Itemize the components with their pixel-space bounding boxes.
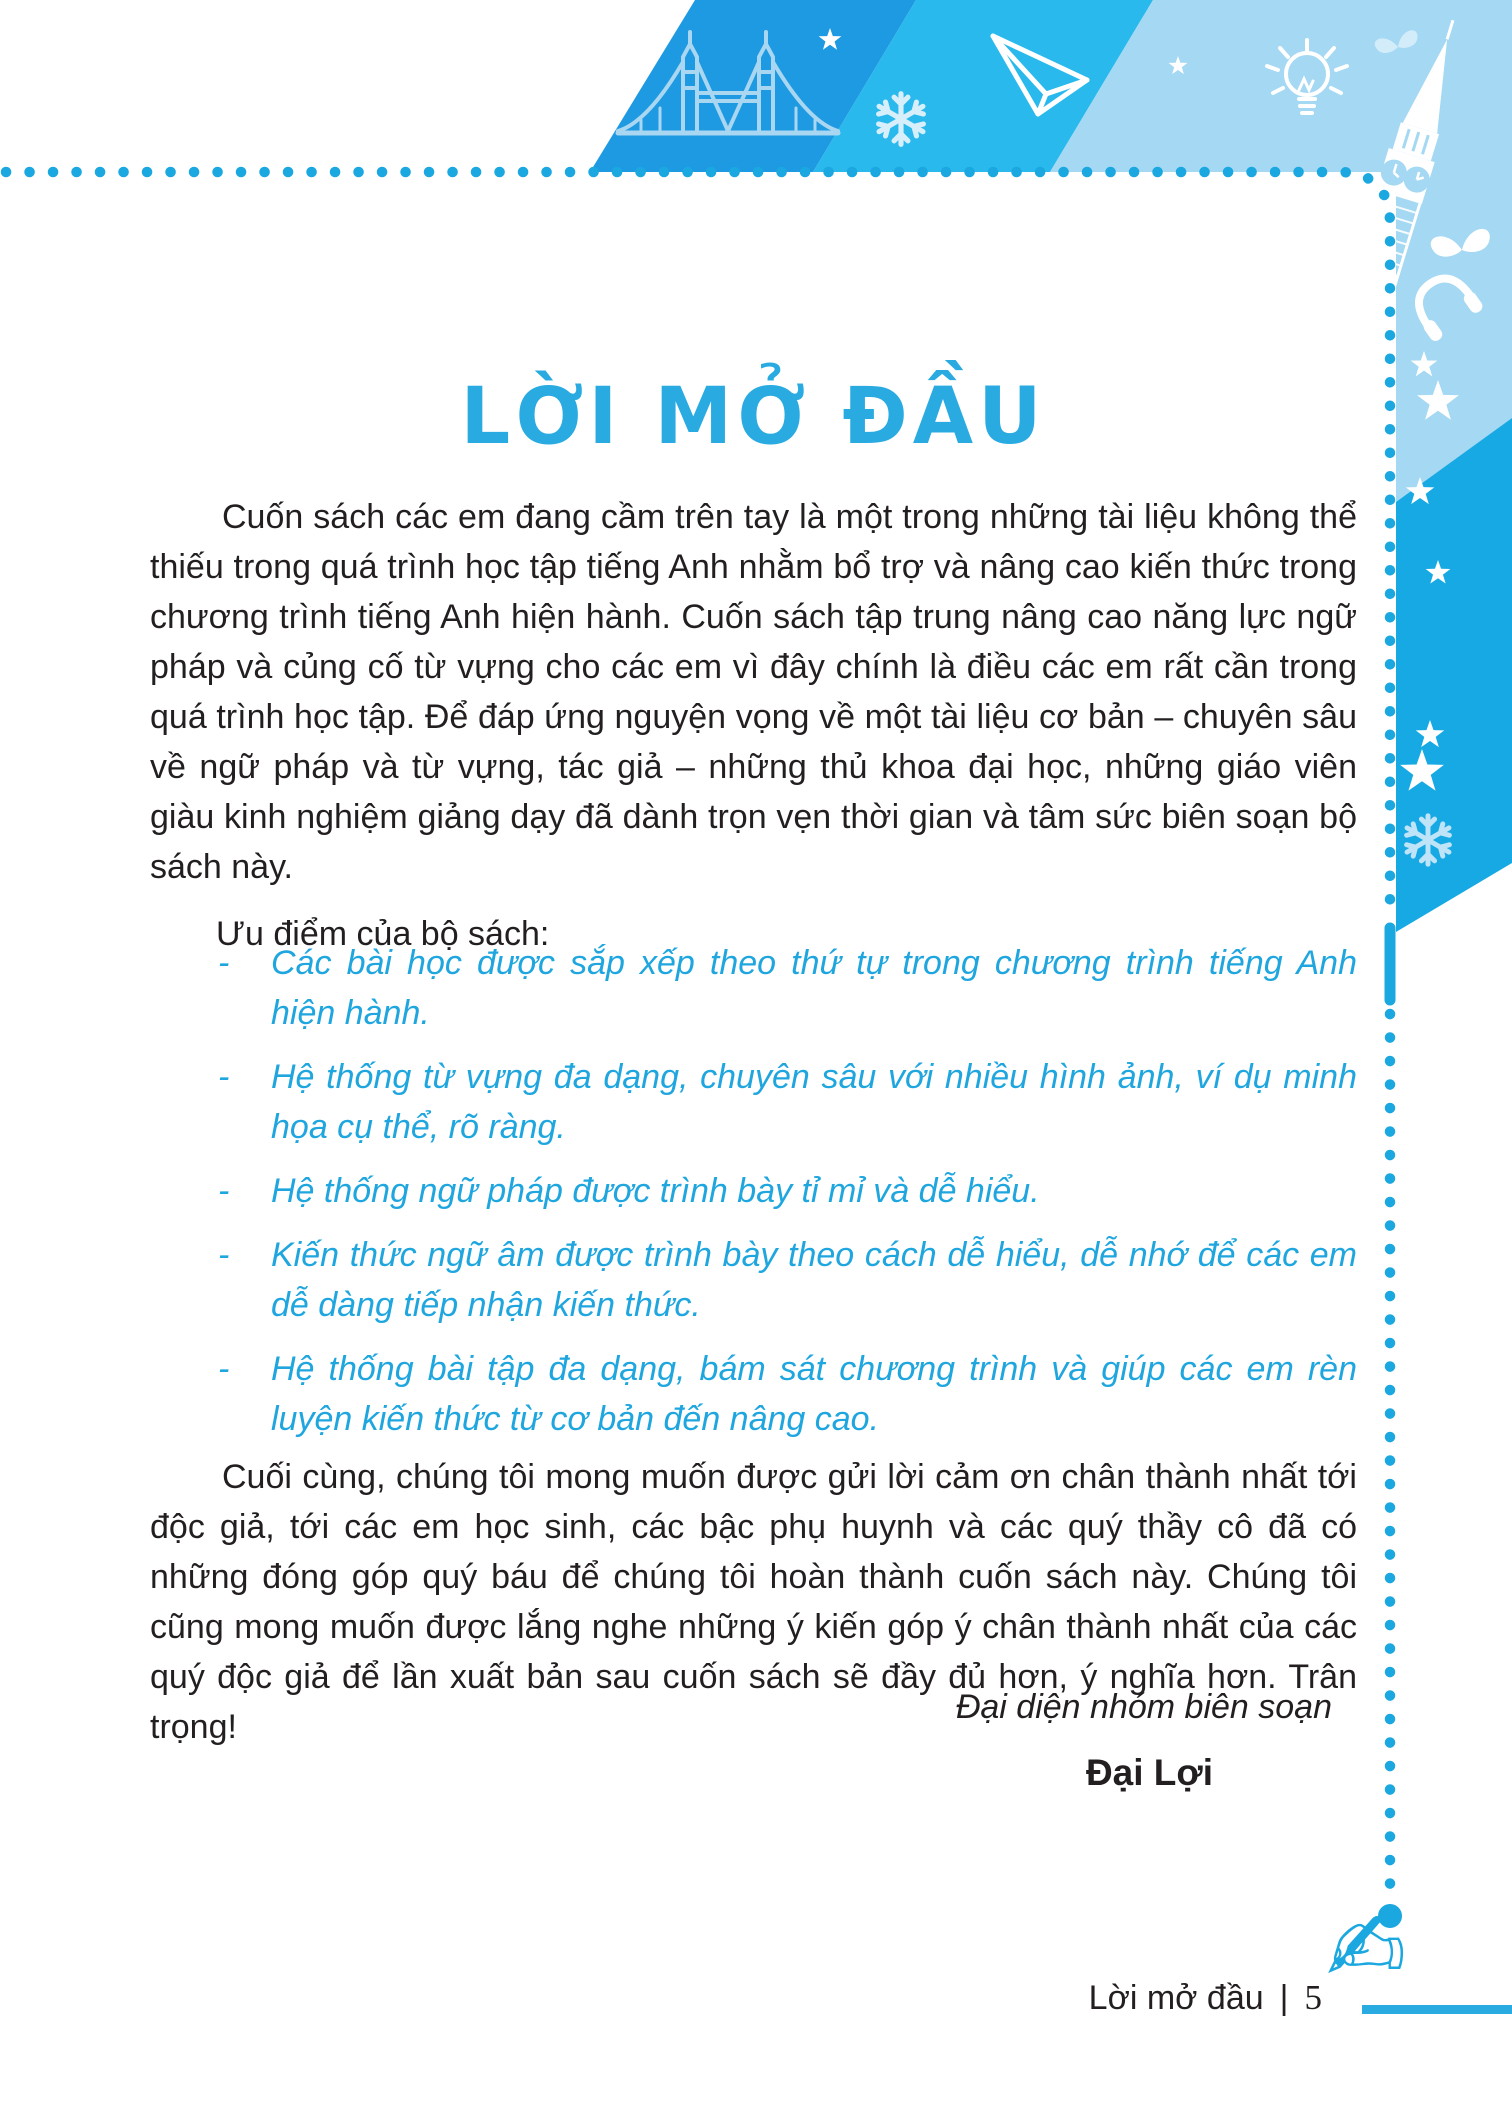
bullet-marker: - bbox=[218, 1236, 230, 1274]
closing-paragraph: Cuối cùng, chúng tôi mong muốn được gửi lời cảm ơn chân thành nhất tới độc giả, tới các em học sinh, các bậc phụ huynh và các quý thầy cô đã có những đóng góp quý báu để chúng tôi hoàn thành cuốn sách này. Chúng tôi cũng mong muốn được lắng nghe những ý kiến góp ý chân thành nhất của các quý độc giả để lần xuất bản sau cuốn sách sẽ đầy đủ hơn, ý nghĩa hơn. Trân trọng! bbox=[150, 1458, 1357, 1746]
list-item bbox=[150, 1230, 1357, 1330]
bullet-marker: - bbox=[218, 1172, 230, 1210]
intro-paragraph: Cuốn sách các em đang cầm trên tay là một trong những tài liệu không thể thiếu trong quá trình học tập tiếng Anh nhằm bổ trợ và nâng cao kiến thức trong chương trình tiếng Anh hiện hành. Cuốn sách tập trung nâng cao năng lực ngữ pháp và củng cố từ vựng cho các em vì đây chính là điều các em rất cần trong quá trình học tập. Để đáp ứng nguyện vọng về một tài liệu cơ bản – chuyên sâu về ngữ pháp và từ vựng, tác giả – những thủ khoa đại học, những giáo viên giàu kinh nghiệm giảng dạy đã dành trọn vẹn thời gian và tâm sức biên soạn bộ sách này. bbox=[150, 498, 1357, 886]
page-footer bbox=[1089, 1978, 1322, 2018]
signature-role: Đại diện nhóm biên soạn bbox=[955, 1688, 1332, 1726]
page-title: LỜI MỞ ĐẦU bbox=[460, 372, 1047, 463]
advantages-list bbox=[150, 938, 1357, 1458]
list-item-text: Hệ thống từ vựng đa dạng, chuyên sâu với nhiều hình ảnh, ví dụ minh họa cụ thể, rõ ràng. bbox=[271, 1058, 1357, 1146]
list-item-text: Kiến thức ngữ âm được trình bày theo cách dễ hiểu, dễ nhớ để các em dễ dàng tiếp nhận kiến thức. bbox=[271, 1236, 1357, 1324]
list-item bbox=[150, 1344, 1357, 1444]
footer-section-label: Lời mở đầu bbox=[1088, 1979, 1264, 2017]
bullet-marker: - bbox=[218, 1350, 230, 1388]
list-item bbox=[150, 1166, 1357, 1216]
writing-hand-icon: ✍ bbox=[1326, 1892, 1407, 2004]
list-item-text: Các bài học được sắp xếp theo thứ tự trong chương trình tiếng Anh hiện hành. bbox=[271, 944, 1357, 1032]
list-item-text: Hệ thống bài tập đa dạng, bám sát chương trình và giúp các em rèn luyện kiến thức từ cơ bản đến nâng cao. bbox=[271, 1350, 1357, 1438]
bullet-marker: - bbox=[218, 944, 230, 982]
footer-page-number: 5 bbox=[1304, 1978, 1322, 2017]
footer-underline-bar bbox=[1362, 2005, 1512, 2014]
signature-name: Đại Lợi bbox=[1085, 1752, 1213, 1793]
advantages-heading: Ưu điểm của bộ sách: bbox=[216, 915, 550, 953]
list-item bbox=[150, 938, 1357, 1038]
footer-separator: | bbox=[1279, 1979, 1289, 2017]
bullet-marker: - bbox=[218, 1058, 230, 1096]
list-item bbox=[150, 1052, 1357, 1152]
list-item-text: Hệ thống ngữ pháp được trình bày tỉ mỉ và dễ hiểu. bbox=[271, 1172, 1040, 1210]
